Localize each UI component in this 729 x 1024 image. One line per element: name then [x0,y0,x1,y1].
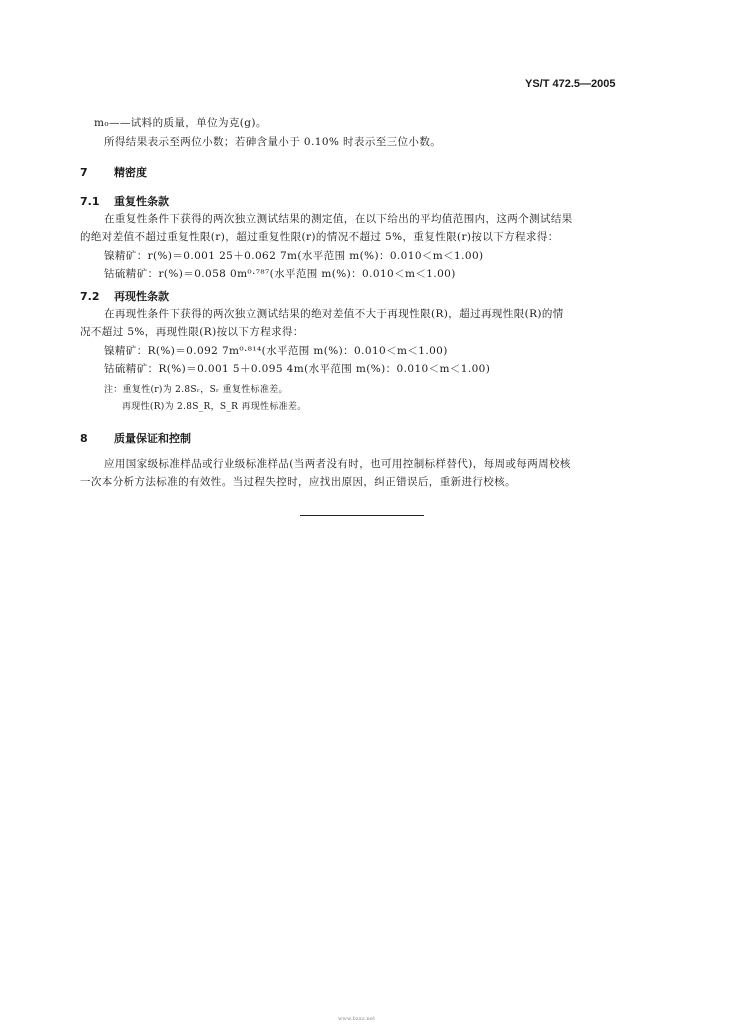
m0-definition: m₀——试料的质量，单位为克(g)。 [94,117,267,129]
section-8-heading [80,430,191,446]
result-rule: 所得结果表示至两位小数；若砷含量小于 0.10% 时表示至三位小数。 [104,136,442,148]
section-7-1-title: 重复性条款 [114,195,169,208]
reproducibility-formula-cobalt: 钴硫精矿：R(%)＝0.001 5＋0.095 4m(水平范围 m(%)：0.010＜m＜1.00) [104,363,491,375]
section-8-title: 质量保证和控制 [114,432,191,445]
reproducibility-para-line2: 况不超过 5%，再现性限(R)按以下方程求得： [80,326,304,338]
standard-code: YS/T 472.5—2005 [525,78,616,90]
section-7-2-title: 再现性条款 [114,290,169,303]
section-7-1-number: 7.1 [80,195,100,208]
section-8-number: 8 [80,432,88,445]
section-7-2-heading [80,288,169,304]
section-7-2-number: 7.2 [80,290,100,303]
repeatability-para-line1: 在重复性条件下获得的两次独立测试结果的测定值，在以下给出的平均值范围内，这两个测试结果 [104,213,573,225]
footer-code: www.bzxz.net [338,1016,376,1022]
quality-para-line1: 应用国家级标准样品或行业级标准样品(当两者没有时，也可用控制标样替代)，每周或每两周校核 [104,458,571,470]
note-reproducibility: 再现性(R)为 2.8S_R，S_R 再现性标准差。 [122,402,307,412]
reproducibility-para-line1: 在再现性条件下获得的两次独立测试结果的绝对差值不大于再现性限(R)，超过再现性限(R)的情 [104,308,564,320]
quality-para-line2: 一次本分析方法标准的有效性。当过程失控时，应找出原因，纠正错误后，重新进行校核。 [80,476,516,488]
note-repeatability: 注：重复性(r)为 2.8Sᵣ，Sᵣ 重复性标准差。 [104,385,288,395]
section-7-heading [80,164,147,180]
end-rule-divider [300,515,424,516]
section-7-title: 精密度 [114,166,147,179]
section-7-1-heading [80,193,169,209]
section-7-number: 7 [80,166,88,179]
repeatability-formula-cobalt: 钴硫精矿：r(%)＝0.058 0m⁰·⁷⁸⁷(水平范围 m(%)：0.010＜m＜1.00) [104,268,456,280]
repeatability-para-line2: 的绝对差值不超过重复性限(r)，超过重复性限(r)的情况不超过 5%，重复性限(r)按以下方程求得： [80,231,559,243]
reproducibility-formula-nickel: 镍精矿：R(%)＝0.092 7m⁰·⁸¹⁴(水平范围 m(%)：0.010＜m＜1.00) [104,345,448,357]
repeatability-formula-nickel: 镍精矿：r(%)＝0.001 25＋0.062 7m(水平范围 m(%)：0.010＜m＜1.00) [104,250,484,262]
